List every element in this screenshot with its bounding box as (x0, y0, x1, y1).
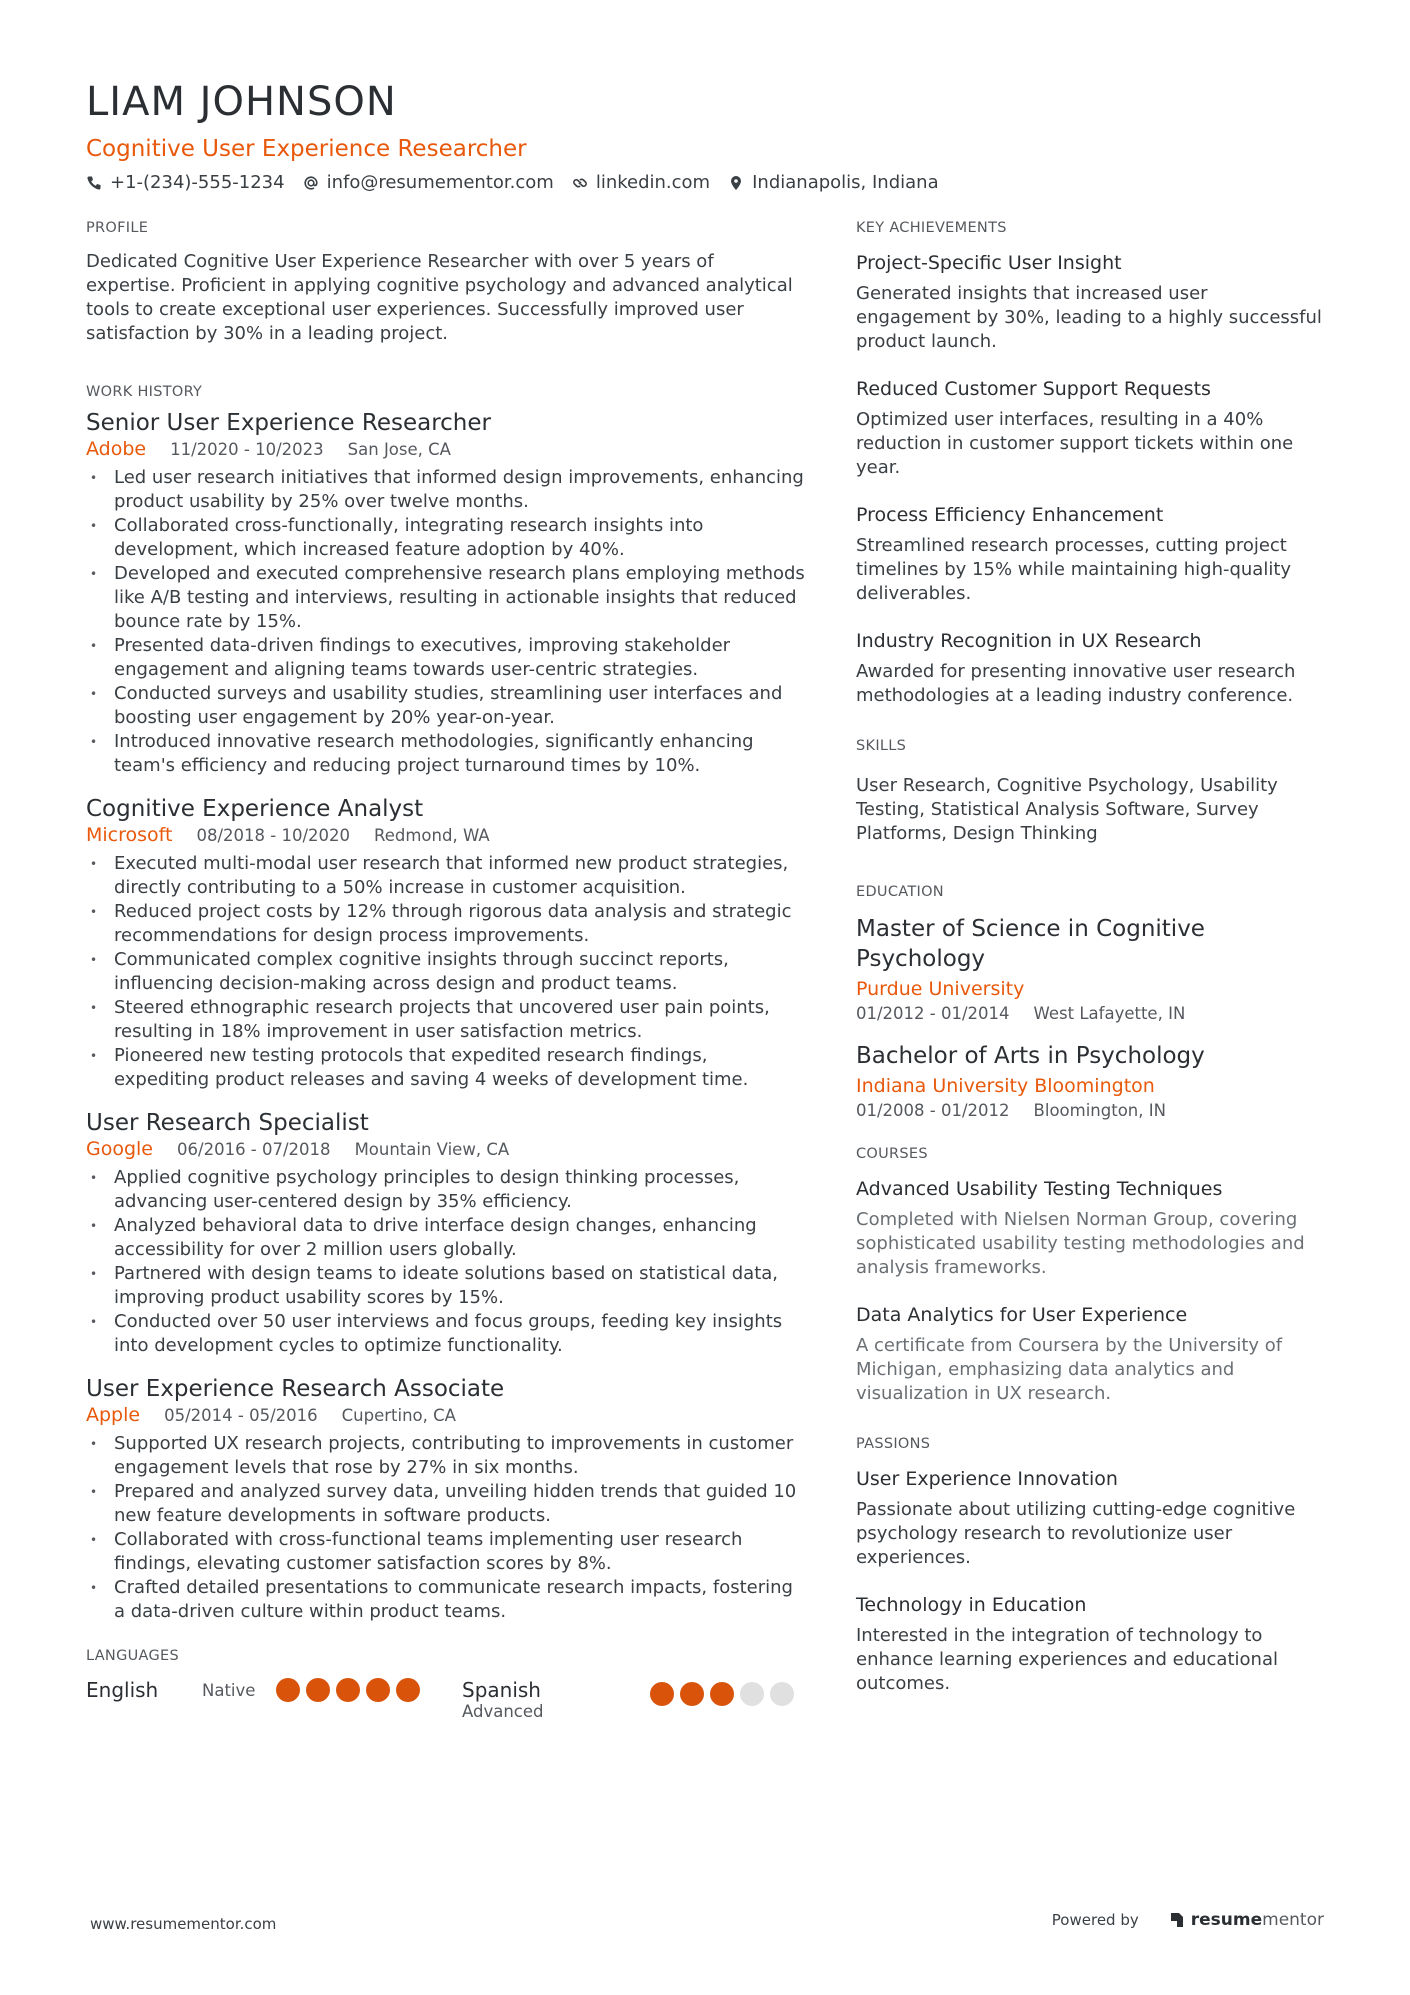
powered-by-label: Powered by (1051, 1911, 1139, 1929)
achievement-text: Generated insights that increased user engagement by 30%, leading to a highly successful product launch. (856, 283, 1322, 352)
job-location: Cupertino, CA (341, 1406, 456, 1425)
education-location: West Lafayette, IN (1033, 1004, 1186, 1023)
passions-heading: PASSIONS (856, 1436, 931, 1452)
phone-icon (86, 175, 102, 191)
passion-text: Passionate about utilizing cutting-edge cognitive psychology research to revolutionize user experiences. (856, 1499, 1296, 1568)
education-dates: 01/2008 - 01/2012 (856, 1101, 1010, 1120)
contact-linkedin (572, 172, 710, 193)
job-meta (86, 824, 806, 846)
at-icon (303, 175, 319, 191)
footer-branding (1052, 1910, 1324, 1930)
rating-dot-filled (306, 1678, 330, 1702)
left-column (86, 220, 806, 1759)
job-company: Apple (86, 1404, 141, 1426)
skills-text: User Research, Cognitive Psychology, Usability Testing, Statistical Analysis Software, Survey Platforms, Design Thinking (856, 775, 1278, 844)
job-entry (86, 1374, 806, 1624)
language-label-stack (462, 1678, 650, 1721)
job-dates: 06/2016 - 07/2018 (177, 1140, 331, 1159)
language-rating (650, 1682, 794, 1706)
education-degree: Master of Science in Cognitive Psychology (856, 916, 1205, 972)
rating-dot-filled (710, 1682, 734, 1706)
contact-linkedin-text: linkedin.com (595, 172, 711, 193)
job-meta (86, 1404, 806, 1426)
passion-text: Interested in the integration of technology to enhance learning experiences and educational outcomes. (856, 1625, 1278, 1694)
job-company: Google (86, 1138, 154, 1160)
rating-dot-empty (740, 1682, 764, 1706)
job-bullet: • Pioneered new testing protocols that expedited research findings, expediting product releases and saving 4 weeks of development time. (86, 1044, 806, 1092)
job-location: San Jose, CA (347, 440, 451, 459)
job-bullet: • Steered ethnographic research projects that uncovered user pain points, resulting in 18% improvement in user satisfaction metrics. (86, 996, 806, 1044)
achievement-title: Project-Specific User Insight (856, 252, 1122, 274)
education-school: Indiana University Bloomington (856, 1075, 1155, 1097)
logo-text-bold: resume (1190, 1910, 1263, 1930)
job-title: Senior User Experience Researcher (86, 410, 491, 436)
job-bullet: • Supported UX research projects, contributing to improvements in customer engagement levels that rose by 27% in six months. (86, 1432, 806, 1480)
footer-website[interactable]: www.resumementor.com (90, 1915, 277, 1933)
passion-title: Technology in Education (856, 1594, 1087, 1616)
education-school: Purdue University (856, 978, 1025, 1000)
job-bullet: • Conducted over 50 user interviews and focus groups, feeding key insights into development cycles to optimize functionality. (86, 1310, 806, 1358)
location-icon (728, 175, 744, 191)
course-text: A certificate from Coursera by the University of Michigan, emphasizing data analytics and visualization in UX research. (856, 1335, 1283, 1404)
course-item (856, 1302, 1326, 1406)
courses-section (856, 1146, 1326, 1406)
rating-dot-empty (770, 1682, 794, 1706)
job-dates: 08/2018 - 10/2020 (196, 826, 351, 845)
job-title: User Research Specialist (86, 1110, 369, 1136)
work-history-section (86, 384, 806, 1624)
language-english (86, 1678, 462, 1702)
job-entry (86, 1108, 806, 1358)
job-bullet: • Crafted detailed presentations to communicate research impacts, fostering a data-driven culture within product teams. (86, 1576, 806, 1624)
job-bullet: • Prepared and analyzed survey data, unveiling hidden trends that guided 10 new feature developments in software products. (86, 1480, 806, 1528)
education-degree: Bachelor of Arts in Psychology (856, 1043, 1205, 1069)
profile-heading: PROFILE (86, 220, 149, 236)
languages-section (86, 1648, 806, 1721)
job-bullet: • Applied cognitive psychology principles to design thinking processes, advancing user-centered design by 35% efficiency. (86, 1166, 806, 1214)
achievement-title: Reduced Customer Support Requests (856, 378, 1211, 400)
achievements-section (856, 220, 1326, 708)
job-bullet: • Developed and executed comprehensive research plans employing methods like A/B testing and interviews, resulting in actionable insights that reduced bounce rate by 15%. (86, 562, 806, 634)
job-meta (86, 1138, 806, 1160)
passion-item (856, 1592, 1326, 1696)
achievement-text: Optimized user interfaces, resulting in a 40% reduction in customer support tickets within one year. (856, 409, 1294, 478)
job-dates: 05/2014 - 05/2016 (164, 1406, 318, 1425)
job-company: Adobe (86, 438, 147, 460)
achievement-item (856, 502, 1326, 606)
logo-text-light: mentor (1262, 1910, 1324, 1930)
job-bullet: • Conducted surveys and usability studies, streamlining user interfaces and boosting user engagement by 20% year-on-year. (86, 682, 806, 730)
education-dates: 01/2012 - 01/2014 (856, 1004, 1010, 1023)
job-bullets (86, 852, 806, 1092)
rating-dot-filled (336, 1678, 360, 1702)
job-bullet: • Communicated complex cognitive insights through succinct reports, influencing decision-making across design and product teams. (86, 948, 806, 996)
skills-section (856, 738, 1326, 846)
skills-heading: SKILLS (856, 738, 907, 754)
course-item (856, 1176, 1326, 1280)
language-name: English (86, 1678, 159, 1702)
job-bullet: • Analyzed behavioral data to drive interface design changes, enhancing accessibility for over 2 million users globally. (86, 1214, 806, 1262)
job-bullet: • Introduced innovative research methodologies, significantly enhancing team's efficiency and reducing project turnaround times by 10%. (86, 730, 806, 778)
language-rating (276, 1678, 420, 1702)
education-heading: EDUCATION (856, 884, 944, 900)
job-meta (86, 438, 806, 460)
contact-list (86, 172, 1324, 193)
achievement-item (856, 250, 1326, 354)
education-meta (856, 1101, 1326, 1120)
job-entry (86, 794, 806, 1092)
job-entry (86, 408, 806, 778)
contact-phone-text: +1-(234)-555-1234 (110, 172, 285, 193)
achievement-item (856, 376, 1326, 480)
course-text: Completed with Nielsen Norman Group, covering sophisticated usability testing methodologies and analysis frameworks. (856, 1209, 1305, 1278)
job-bullet: • Presented data-driven findings to executives, improving stakeholder engagement and aligning teams towards user-centric strategies. (86, 634, 806, 682)
passion-title: User Experience Innovation (856, 1468, 1118, 1490)
candidate-name: LIAM JOHNSON (86, 79, 397, 125)
languages-heading: LANGUAGES (86, 1648, 179, 1664)
language-name: Spanish (462, 1678, 541, 1702)
job-bullet: • Executed multi-modal user research that informed new product strategies, directly contributing to a 50% increase in customer acquisition. (86, 852, 806, 900)
rating-dot-filled (680, 1682, 704, 1706)
right-column (856, 220, 1326, 1734)
achievements-heading: KEY ACHIEVEMENTS (856, 220, 1007, 236)
languages-row (86, 1678, 806, 1721)
education-item (856, 914, 1326, 1023)
job-bullets (86, 1166, 806, 1358)
rating-dot-filled (366, 1678, 390, 1702)
job-company: Microsoft (86, 824, 173, 846)
resume-header (86, 76, 1324, 193)
job-title: Cognitive Experience Analyst (86, 796, 424, 822)
achievement-title: Industry Recognition in UX Research (856, 630, 1202, 652)
language-spanish (462, 1678, 794, 1721)
education-location: Bloomington, IN (1033, 1101, 1166, 1120)
job-bullet: • Collaborated cross-functionally, integrating research insights into development, which increased feature adoption by 40%. (86, 514, 806, 562)
achievement-item (856, 628, 1326, 708)
education-item (856, 1041, 1326, 1120)
education-section (856, 884, 1326, 1120)
contact-email (303, 172, 554, 193)
contact-location (728, 172, 939, 193)
passions-section (856, 1436, 1326, 1696)
course-title: Data Analytics for User Experience (856, 1304, 1188, 1326)
courses-heading: COURSES (856, 1146, 928, 1162)
course-title: Advanced Usability Testing Techniques (856, 1178, 1223, 1200)
profile-section (86, 220, 806, 346)
achievement-text: Awarded for presenting innovative user research methodologies at a leading industry conference. (856, 661, 1296, 706)
job-dates: 11/2020 - 10/2023 (170, 440, 324, 459)
contact-location-text: Indianapolis, Indiana (752, 172, 939, 193)
language-level: Advanced (462, 1702, 544, 1721)
rating-dot-filled (396, 1678, 420, 1702)
passion-item (856, 1466, 1326, 1570)
job-bullet: • Reduced project costs by 12% through rigorous data analysis and strategic recommendations for design process improvements. (86, 900, 806, 948)
rating-dot-filled (650, 1682, 674, 1706)
language-level: Native (202, 1680, 256, 1700)
job-title: User Experience Research Associate (86, 1376, 505, 1402)
education-meta (856, 1004, 1326, 1023)
job-bullet: • Collaborated with cross-functional teams implementing user research findings, elevating customer satisfaction scores by 8%. (86, 1528, 806, 1576)
work-history-heading: WORK HISTORY (86, 384, 203, 400)
contact-phone (86, 172, 285, 193)
resumementor-logo-icon (1169, 1911, 1185, 1929)
job-bullet: • Led user research initiatives that informed design improvements, enhancing product usability by 25% over twelve months. (86, 466, 806, 514)
link-icon (572, 175, 588, 191)
achievement-title: Process Efficiency Enhancement (856, 504, 1164, 526)
contact-email-text: info@resumementor.com (326, 172, 554, 193)
candidate-title: Cognitive User Experience Researcher (86, 136, 527, 162)
job-location: Redmond, WA (374, 826, 490, 845)
profile-text: Dedicated Cognitive User Experience Researcher with over 5 years of expertise. Proficient in applying cognitive psychology and advanced analytical tools to create exceptional user experiences. Successfully improved user satisfaction by 30% in a leading project. (86, 251, 793, 344)
job-bullets (86, 1432, 806, 1624)
job-bullets (86, 466, 806, 778)
job-bullet: • Partnered with design teams to ideate solutions based on statistical data, improving product usability scores by 15%. (86, 1262, 806, 1310)
achievement-text: Streamlined research processes, cutting project timelines by 15% while maintaining high-quality deliverables. (856, 535, 1292, 604)
resumementor-logo[interactable] (1169, 1910, 1324, 1930)
rating-dot-filled (276, 1678, 300, 1702)
job-location: Mountain View, CA (354, 1140, 510, 1159)
